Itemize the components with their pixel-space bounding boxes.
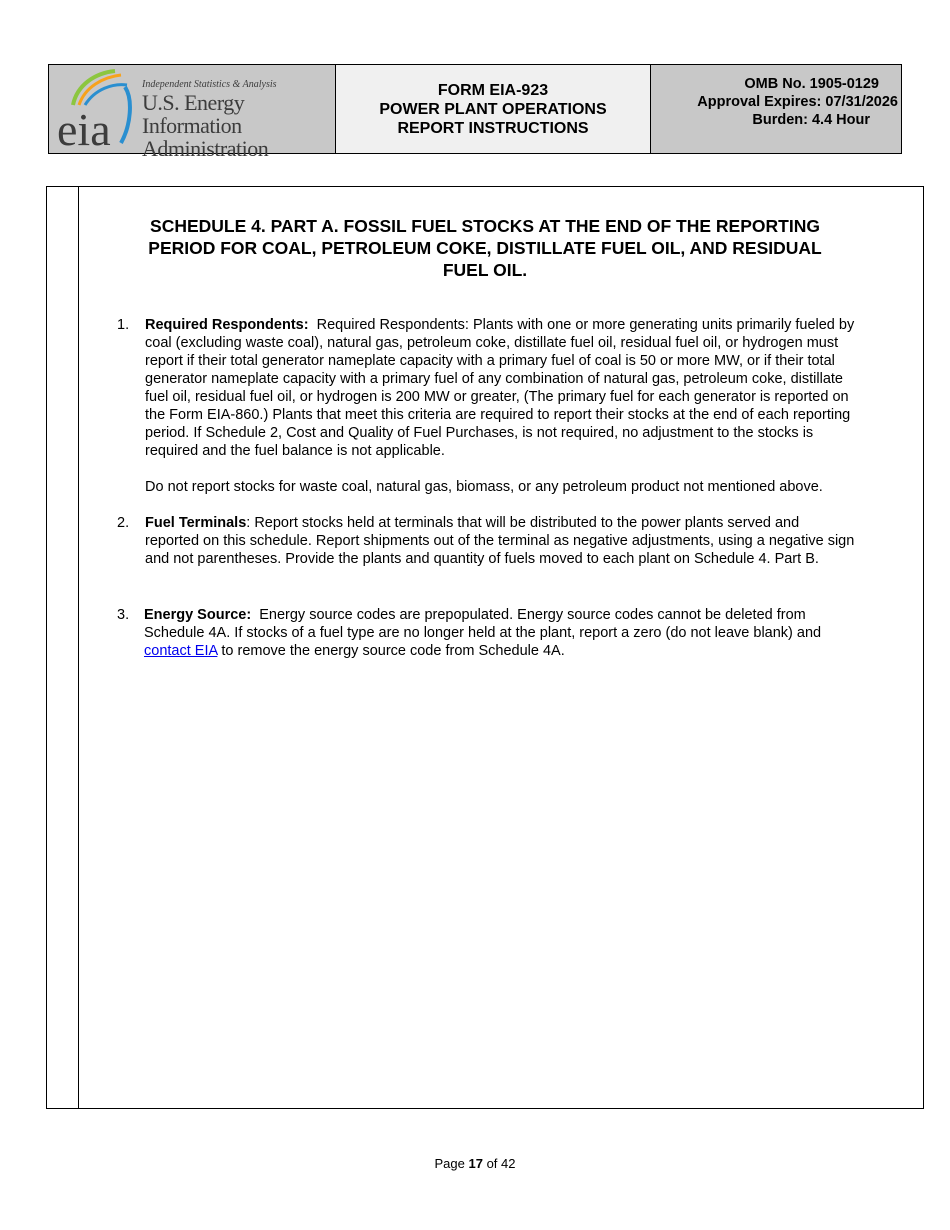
- page-prefix: Page: [434, 1156, 465, 1171]
- eia-name-line1: U.S. Energy Information: [142, 90, 245, 138]
- eia-logo[interactable]: [49, 65, 336, 161]
- omb-info: [651, 65, 901, 153]
- form-title-line: POWER PLANT OPERATIONS: [379, 100, 607, 118]
- item-number: 2.: [117, 515, 130, 531]
- item-text: : Report stocks held at terminals that will be distributed to the power plants served and reported on this schedule. Report shipments out of the terminal as negative adjustments, using a negative sign and not parentheses. Provide the plants and quantity of fuels moved to each plant on Schedule 4. Part B.: [145, 515, 855, 567]
- item-number: 3.: [117, 607, 130, 623]
- list-item: [117, 606, 857, 660]
- item-text: Required Respondents: Plants with one or more generating units primarily fueled by coal (excluding waste coal), natural gas, petroleum coke, distillate fuel oil, residual fuel oil, or hydrogen must report if their total generator nameplate capacity with a primary fuel of coal is 50 or more MW, or if their total generator nameplate capacity with a primary fuel of any combination of natural gas, petroleum coke, distillate fuel oil, residual fuel oil, or hydrogen is 200 MW or greater, (The primary fuel for each generator is reported on the Form EIA-860.) Plants that meet this criteria are required to report their stocks at the end of each reporting period. If Schedule 2, Cost and Quality of Fuel Purchases, is not required, no adjustment to the stocks is required and the fuel balance is not applicable.: [145, 317, 855, 459]
- eia-logo-mark-icon: [55, 65, 147, 155]
- list-item: [117, 316, 857, 496]
- eia-tagline: Independent Statistics & Analysis: [142, 79, 277, 90]
- eia-logo-text: [142, 79, 335, 160]
- contact-eia-link[interactable]: contact EIA: [144, 643, 218, 659]
- eia-name-line2: Administration: [142, 136, 269, 161]
- instruction-list: [117, 316, 857, 660]
- item-heading: Fuel Terminals: [145, 515, 247, 531]
- page-of: of: [486, 1156, 498, 1171]
- item-text-after: to remove the energy source code from Schedule 4A.: [221, 643, 565, 659]
- eia-mark-text: eia: [57, 104, 111, 155]
- burden-hours: Burden: 4.4 Hour: [752, 112, 870, 128]
- form-header: [48, 64, 902, 161]
- schedule-title: SCHEDULE 4. PART A. FOSSIL FUEL STOCKS AT THE END OF THE REPORTING PERIOD FOR COAL, PETROLEUM COKE, DISTILLATE FUEL OIL, AND RESIDUAL FUEL OIL.: [148, 216, 822, 280]
- page-footer: [0, 1156, 950, 1171]
- item-number: 1.: [117, 317, 130, 333]
- margin-rule: [78, 187, 79, 1108]
- page-number: 17: [468, 1156, 483, 1171]
- list-item: [117, 514, 857, 568]
- form-title-line: FORM EIA-923: [437, 81, 549, 99]
- instructions-frame: [46, 186, 924, 1109]
- item-heading: Energy Source:: [144, 607, 252, 623]
- approval-expires: Approval Expires: 07/31/2026: [697, 94, 898, 110]
- form-title-line: REPORT INSTRUCTIONS: [397, 119, 589, 137]
- omb-number: OMB No. 1905-0129: [744, 76, 879, 92]
- form-title: [336, 65, 651, 153]
- item-heading: Required Respondents:: [145, 317, 309, 333]
- page-total: 42: [501, 1156, 516, 1171]
- item-text-note: Do not report stocks for waste coal, natural gas, biomass, or any petroleum product not mentioned above.: [145, 479, 823, 495]
- item-text: Energy source codes are prepopulated. Energy source codes cannot be deleted from Schedule 4A. If stocks of a fuel type are no longer held at the plant, report a zero (do not leave blank) and: [144, 607, 822, 641]
